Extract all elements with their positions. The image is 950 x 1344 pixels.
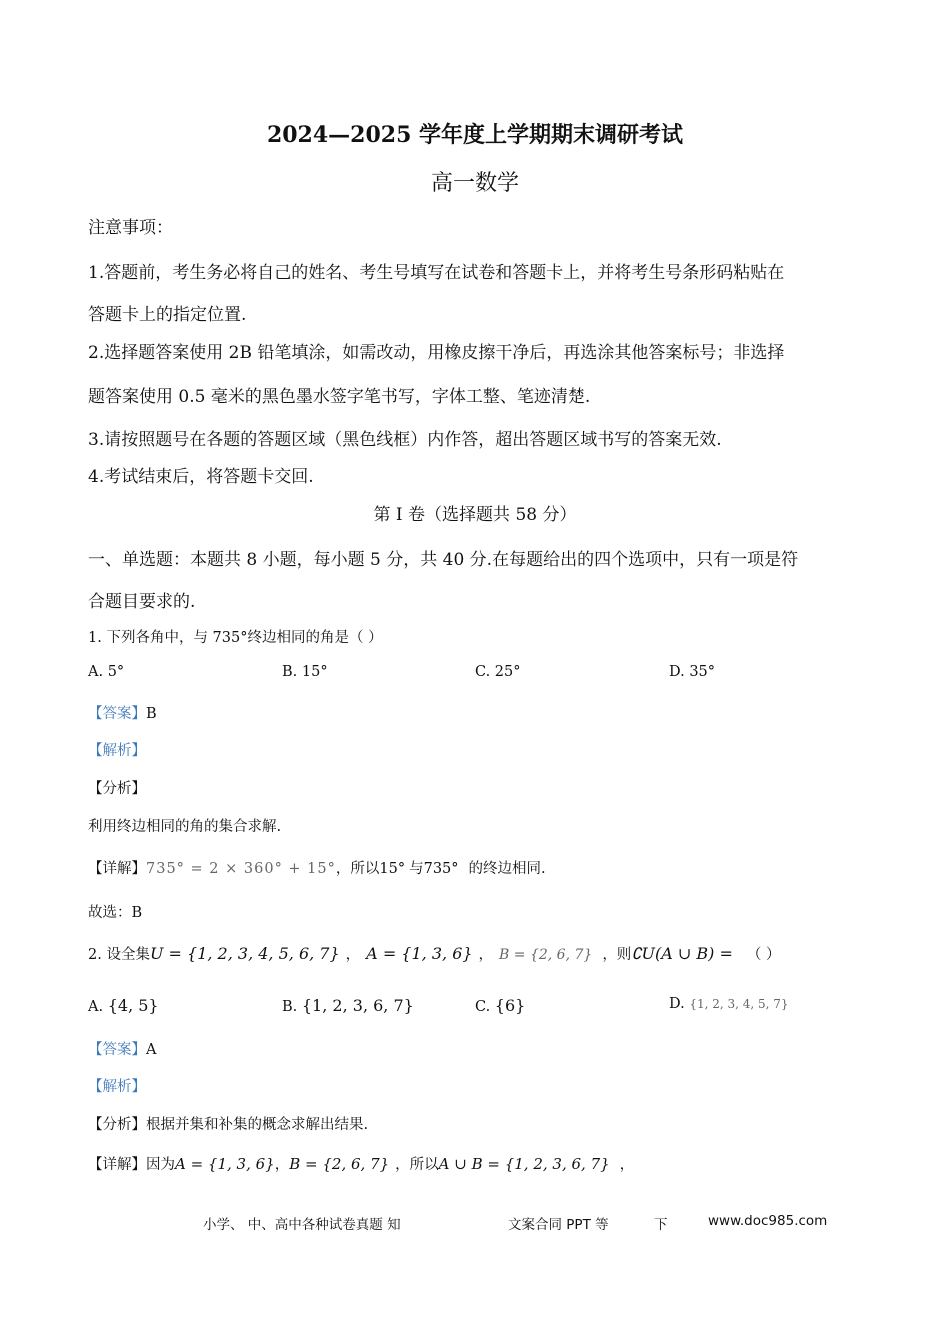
question-2-option-d bbox=[669, 996, 789, 1012]
note-1-line-2: 答题卡上的指定位置. bbox=[88, 305, 247, 325]
detail-set-b: B = {2, 6, 7} bbox=[289, 1155, 390, 1173]
option-value: {1, 2, 3, 4, 5, 7} bbox=[689, 997, 789, 1011]
option-label: A. bbox=[88, 999, 104, 1015]
note-2-line-2: 题答案使用 0.5 毫米的黑色墨水签字笔书写，字体工整、笔迹清楚. bbox=[88, 387, 591, 407]
option-label: B. bbox=[282, 999, 298, 1015]
question-1-stem: 1. 下列各角中，与 735°终边相同的角是（ ） bbox=[88, 630, 383, 646]
detail-so: ，所以 bbox=[395, 1157, 439, 1173]
part-1-instructions-line-2: 合题目要求的. bbox=[88, 592, 196, 612]
footer-download-text: 下 bbox=[654, 1217, 668, 1233]
question-1-option-b: B. 15° bbox=[282, 664, 328, 680]
note-2-line-1: 2.选择题答案使用 2B 铅笔填涂，如需改动，用橡皮擦干净后，再选涂其他答案标号；非选择 bbox=[88, 343, 785, 363]
footer-middle-text: 文案合同 PPT 等 bbox=[508, 1217, 609, 1233]
answer-tag: 【答案】 bbox=[88, 706, 146, 722]
detail-tag: 【详解】 bbox=[88, 1157, 146, 1173]
detail-connector: ，所以 bbox=[335, 861, 380, 877]
option-value: {1, 2, 3, 6, 7} bbox=[301, 996, 414, 1015]
detail-end: 的终边相同. bbox=[468, 861, 546, 877]
answer-value: B bbox=[146, 706, 157, 722]
option-label: C. bbox=[475, 999, 491, 1015]
question-1-detail-row bbox=[88, 857, 546, 878]
note-3: 3.请按照题号在各题的答题区域（黑色线框）内作答，超出答题区域书写的答案无效. bbox=[88, 430, 722, 450]
question-1-conclusion: 故选：B bbox=[88, 905, 143, 921]
detail-sep: ， bbox=[274, 1157, 290, 1173]
answer-tag: 【答案】 bbox=[88, 1042, 146, 1058]
question-2-detail-row bbox=[88, 1153, 634, 1174]
fenxi-text: 根据并集和补集的概念求解出结果. bbox=[146, 1117, 369, 1133]
question-1-analysis-tag: 【解析】 bbox=[88, 743, 146, 759]
fenxi-tag: 【分析】 bbox=[88, 1117, 146, 1133]
option-label: D. bbox=[669, 996, 685, 1012]
note-4: 4.考试结束后，将答题卡交回. bbox=[88, 467, 314, 487]
detail-union: A ∪ B = {1, 2, 3, 6, 7} bbox=[438, 1155, 610, 1173]
question-2-stem bbox=[88, 943, 780, 964]
set-a: A = {1, 3, 6} bbox=[366, 944, 473, 963]
answer-paren: （ ） bbox=[746, 947, 781, 963]
question-1-fenxi-text: 利用终边相同的角的集合求解. bbox=[88, 819, 282, 835]
detail-tag: 【详解】 bbox=[88, 861, 146, 877]
question-2-option-c bbox=[475, 996, 525, 1015]
question-2-answer-row bbox=[88, 1038, 156, 1059]
page-title: 2024—2025 学年度上学期期末调研考试 bbox=[266, 122, 684, 148]
comma: ， bbox=[478, 947, 494, 963]
notes-heading: 注意事项： bbox=[88, 218, 173, 238]
universal-set: U = {1, 2, 3, 4, 5, 6, 7} bbox=[149, 944, 340, 963]
question-1-fenxi-tag: 【分析】 bbox=[88, 781, 146, 797]
question-2-analysis-tag: 【解析】 bbox=[88, 1079, 146, 1095]
detail-angle-a: 15° bbox=[379, 861, 406, 877]
question-1-answer-row bbox=[88, 702, 157, 723]
stem-prefix: 2. 设全集 bbox=[88, 947, 150, 963]
footer-left-text: 小学、 中、高中各种试卷真题 知 bbox=[203, 1217, 401, 1233]
detail-equation: 735° = 2 × 360° + 15° bbox=[146, 861, 336, 877]
detail-end: ， bbox=[619, 1157, 635, 1173]
detail-set-a: A = {1, 3, 6} bbox=[175, 1155, 275, 1173]
answer-value: A bbox=[146, 1042, 157, 1058]
detail-angle-b: 735° bbox=[423, 861, 459, 877]
detail-prefix: 因为 bbox=[146, 1157, 175, 1173]
note-1-line-1: 1.答题前，考生务必将自己的姓名、考生号填写在试卷和答题卡上，并将考生号条形码粘贴在 bbox=[88, 263, 785, 283]
question-2-option-a bbox=[88, 996, 159, 1015]
question-2-fenxi-row bbox=[88, 1113, 368, 1134]
question-2-option-b bbox=[282, 996, 414, 1015]
option-value: {6} bbox=[494, 996, 526, 1015]
option-value: {4, 5} bbox=[107, 996, 159, 1015]
volume-title: 第 I 卷（选择题共 58 分） bbox=[373, 505, 577, 525]
question-1-option-d: D. 35° bbox=[669, 664, 716, 680]
footer-url-link[interactable]: www.doc985.com bbox=[708, 1213, 828, 1229]
page-subtitle: 高一数学 bbox=[430, 171, 519, 196]
part-1-instructions-line-1: 一、单选题：本题共 8 小题，每小题 5 分，共 40 分.在每题给出的四个选项中，只有一项是符 bbox=[88, 550, 799, 570]
set-b: B = {2, 6, 7} bbox=[499, 947, 593, 963]
question-1-option-c: C. 25° bbox=[475, 664, 521, 680]
question-1-option-a: A. 5° bbox=[88, 664, 125, 680]
comma: ， bbox=[345, 947, 361, 963]
complement-expression: ∁U(A ∪ B) = bbox=[631, 944, 733, 963]
then-text: ，则 bbox=[602, 947, 632, 963]
detail-with: 与 bbox=[409, 861, 424, 877]
